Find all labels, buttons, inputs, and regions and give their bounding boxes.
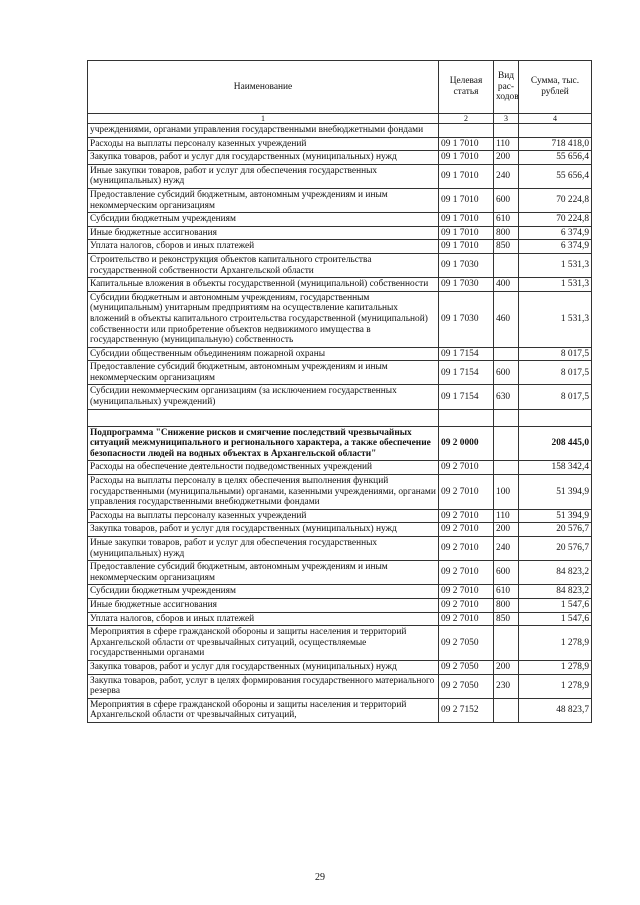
row-name-cell: Расходы на выплаты персоналу казенных учреждений bbox=[88, 137, 439, 151]
row-sum-cell: 158 342,4 bbox=[519, 461, 592, 475]
header-name: Наименование bbox=[88, 61, 439, 114]
row-expense-type-cell bbox=[494, 426, 519, 461]
row-sum-cell: 70 224,8 bbox=[519, 213, 592, 227]
header-target-article: Целевая статья bbox=[439, 61, 494, 114]
row-target-article-cell: 09 1 7030 bbox=[439, 278, 494, 292]
row-target-article-cell: 09 2 0000 bbox=[439, 426, 494, 461]
row-sum-cell: 51 394,9 bbox=[519, 475, 592, 510]
table-row bbox=[88, 426, 592, 461]
table-row bbox=[88, 561, 592, 585]
row-name-cell: Иные бюджетные ассигнования bbox=[88, 226, 439, 240]
row-target-article-cell: 09 1 7010 bbox=[439, 137, 494, 151]
table-body bbox=[88, 124, 592, 723]
row-name-cell: Расходы на выплаты персоналу в целях обеспечения выполнения функций государственными (муниципальными) органами, казенными учреждениями, органами управления государственными внебюджетными фондами bbox=[88, 475, 439, 510]
row-name-cell: Мероприятия в сфере гражданской обороны и защиты населения и территорий Архангельской области от чрезвычайных ситуаций, осуществляемые государственными органами bbox=[88, 626, 439, 661]
row-target-article-cell: 09 2 7010 bbox=[439, 509, 494, 523]
row-target-article-cell: 09 2 7010 bbox=[439, 612, 494, 626]
row-expense-type-cell bbox=[494, 253, 519, 277]
row-name-cell: Предоставление субсидий бюджетным, автономным учреждениям и иным некоммерческим организациям bbox=[88, 188, 439, 212]
row-name-cell: Иные закупки товаров, работ и услуг для обеспечения государственных (муниципальных) нужд bbox=[88, 164, 439, 188]
row-target-article-cell: 09 1 7154 bbox=[439, 385, 494, 409]
row-expense-type-cell bbox=[494, 409, 519, 426]
table-row bbox=[88, 361, 592, 385]
row-expense-type-cell: 850 bbox=[494, 612, 519, 626]
row-sum-cell: 1 531,3 bbox=[519, 291, 592, 347]
table-row bbox=[88, 226, 592, 240]
row-target-article-cell: 09 1 7010 bbox=[439, 226, 494, 240]
table-row bbox=[88, 626, 592, 661]
row-target-article-cell: 09 2 7050 bbox=[439, 660, 494, 674]
row-name-cell: Закупка товаров, работ и услуг для государственных (муниципальных) нужд bbox=[88, 660, 439, 674]
row-name-cell: Мероприятия в сфере гражданской обороны и защиты населения и территорий Архангельской области от чрезвычайных ситуаций, bbox=[88, 698, 439, 722]
column-number-3: 3 bbox=[494, 114, 519, 124]
table-row bbox=[88, 612, 592, 626]
header-expense-type: Вид рас-ходов bbox=[494, 61, 519, 114]
row-name-cell: Уплата налогов, сборов и иных платежей bbox=[88, 240, 439, 254]
table-spacer-row bbox=[88, 409, 592, 426]
row-name-cell: Субсидии бюджетным и автономным учреждениям, государственным (муниципальным) унитарным предприятиям на осуществление капитальных вложений в объекты капитального строительства государственной (муниципальной) собственности или приобретение объектов недвижимого имущества в государственную (муниципальную) собственность bbox=[88, 291, 439, 347]
column-number-2: 2 bbox=[439, 114, 494, 124]
row-expense-type-cell: 800 bbox=[494, 598, 519, 612]
row-expense-type-cell bbox=[494, 347, 519, 361]
row-name-cell bbox=[88, 409, 439, 426]
row-expense-type-cell: 110 bbox=[494, 509, 519, 523]
table-row bbox=[88, 253, 592, 277]
row-sum-cell: 6 374,9 bbox=[519, 240, 592, 254]
row-target-article-cell: 09 1 7030 bbox=[439, 291, 494, 347]
header-sum: Сумма, тыс. рублей bbox=[519, 61, 592, 114]
row-expense-type-cell bbox=[494, 124, 519, 138]
row-sum-cell: 48 823,7 bbox=[519, 698, 592, 722]
row-sum-cell: 718 418,0 bbox=[519, 137, 592, 151]
row-target-article-cell: 09 1 7154 bbox=[439, 361, 494, 385]
row-target-article-cell: 09 2 7050 bbox=[439, 626, 494, 661]
row-target-article-cell: 09 1 7010 bbox=[439, 164, 494, 188]
row-name-cell: Иные бюджетные ассигнования bbox=[88, 598, 439, 612]
row-sum-cell: 84 823,2 bbox=[519, 585, 592, 599]
row-sum-cell: 1 278,9 bbox=[519, 660, 592, 674]
table-row bbox=[88, 509, 592, 523]
table-header-row bbox=[88, 61, 592, 114]
row-expense-type-cell: 200 bbox=[494, 660, 519, 674]
row-sum-cell: 8 017,5 bbox=[519, 347, 592, 361]
row-sum-cell: 1 531,3 bbox=[519, 278, 592, 292]
row-name-cell: Субсидии бюджетным учреждениям bbox=[88, 213, 439, 227]
row-expense-type-cell: 230 bbox=[494, 674, 519, 698]
table-row bbox=[88, 660, 592, 674]
row-expense-type-cell: 200 bbox=[494, 151, 519, 165]
table-row bbox=[88, 585, 592, 599]
row-name-cell: Предоставление субсидий бюджетным, автономным учреждениям и иным некоммерческим организациям bbox=[88, 361, 439, 385]
row-target-article-cell: 09 1 7010 bbox=[439, 240, 494, 254]
table-row bbox=[88, 537, 592, 561]
row-sum-cell: 8 017,5 bbox=[519, 361, 592, 385]
row-sum-cell: 1 547,6 bbox=[519, 598, 592, 612]
row-expense-type-cell: 800 bbox=[494, 226, 519, 240]
row-name-cell: Закупка товаров, работ и услуг для государственных (муниципальных) нужд bbox=[88, 151, 439, 165]
row-expense-type-cell: 460 bbox=[494, 291, 519, 347]
row-expense-type-cell bbox=[494, 626, 519, 661]
table-row bbox=[88, 278, 592, 292]
row-expense-type-cell bbox=[494, 698, 519, 722]
row-sum-cell: 208 445,0 bbox=[519, 426, 592, 461]
row-name-cell: Субсидии бюджетным учреждениям bbox=[88, 585, 439, 599]
row-expense-type-cell: 600 bbox=[494, 561, 519, 585]
table-row bbox=[88, 291, 592, 347]
row-expense-type-cell: 610 bbox=[494, 213, 519, 227]
row-name-cell: Расходы на выплаты персоналу казенных учреждений bbox=[88, 509, 439, 523]
table-row bbox=[88, 240, 592, 254]
row-sum-cell bbox=[519, 409, 592, 426]
row-name-cell: Закупка товаров, работ, услуг в целях формирования государственного материального резерва bbox=[88, 674, 439, 698]
row-sum-cell bbox=[519, 124, 592, 138]
row-name-cell: Подпрограмма "Снижение рисков и смягчение последствий чрезвычайных ситуаций межмуниципального и регионального характера, а также обеспечение безопасности людей на водных объектах в Архангельской области" bbox=[88, 426, 439, 461]
row-sum-cell: 1 278,9 bbox=[519, 626, 592, 661]
row-target-article-cell: 09 2 7050 bbox=[439, 674, 494, 698]
table-row bbox=[88, 124, 592, 138]
row-name-cell: Предоставление субсидий бюджетным, автономным учреждениям и иным некоммерческим организациям bbox=[88, 561, 439, 585]
row-name-cell: Субсидии некоммерческим организациям (за исключением государственных (муниципальных) учреждений) bbox=[88, 385, 439, 409]
column-number-4: 4 bbox=[519, 114, 592, 124]
row-sum-cell: 55 656,4 bbox=[519, 164, 592, 188]
row-target-article-cell: 09 1 7030 bbox=[439, 253, 494, 277]
row-target-article-cell bbox=[439, 409, 494, 426]
row-expense-type-cell: 240 bbox=[494, 164, 519, 188]
row-sum-cell: 6 374,9 bbox=[519, 226, 592, 240]
row-name-cell: Капитальные вложения в объекты государственной (муниципальной) собственности bbox=[88, 278, 439, 292]
row-expense-type-cell: 600 bbox=[494, 188, 519, 212]
row-target-article-cell: 09 2 7010 bbox=[439, 585, 494, 599]
row-name-cell: Уплата налогов, сборов и иных платежей bbox=[88, 612, 439, 626]
column-number-1: 1 bbox=[88, 114, 439, 124]
table-row bbox=[88, 188, 592, 212]
budget-table bbox=[87, 60, 592, 723]
row-target-article-cell: 09 2 7010 bbox=[439, 523, 494, 537]
row-expense-type-cell: 100 bbox=[494, 475, 519, 510]
row-expense-type-cell: 240 bbox=[494, 537, 519, 561]
row-expense-type-cell: 630 bbox=[494, 385, 519, 409]
table-row bbox=[88, 213, 592, 227]
table-row bbox=[88, 523, 592, 537]
row-sum-cell: 1 278,9 bbox=[519, 674, 592, 698]
row-sum-cell: 1 531,3 bbox=[519, 253, 592, 277]
table-row bbox=[88, 137, 592, 151]
row-target-article-cell: 09 1 7010 bbox=[439, 213, 494, 227]
row-sum-cell: 70 224,8 bbox=[519, 188, 592, 212]
table-row bbox=[88, 598, 592, 612]
table-column-numbers bbox=[88, 114, 592, 124]
row-expense-type-cell: 850 bbox=[494, 240, 519, 254]
row-target-article-cell: 09 1 7154 bbox=[439, 347, 494, 361]
row-target-article-cell: 09 1 7010 bbox=[439, 151, 494, 165]
row-sum-cell: 20 576,7 bbox=[519, 537, 592, 561]
table-row bbox=[88, 475, 592, 510]
table-row bbox=[88, 674, 592, 698]
row-expense-type-cell: 610 bbox=[494, 585, 519, 599]
row-target-article-cell: 09 1 7010 bbox=[439, 188, 494, 212]
table-row bbox=[88, 347, 592, 361]
row-sum-cell: 84 823,2 bbox=[519, 561, 592, 585]
row-name-cell: Расходы на обеспечение деятельности подведомственных учреждений bbox=[88, 461, 439, 475]
row-expense-type-cell: 600 bbox=[494, 361, 519, 385]
row-target-article-cell: 09 2 7010 bbox=[439, 461, 494, 475]
row-sum-cell: 20 576,7 bbox=[519, 523, 592, 537]
row-target-article-cell: 09 2 7010 bbox=[439, 561, 494, 585]
row-sum-cell: 55 656,4 bbox=[519, 151, 592, 165]
row-name-cell: учреждениями, органами управления государственными внебюджетными фондами bbox=[88, 124, 439, 138]
table-row bbox=[88, 461, 592, 475]
row-name-cell: Субсидии общественным объединениям пожарной охраны bbox=[88, 347, 439, 361]
page-number: 29 bbox=[315, 872, 325, 883]
table-row bbox=[88, 385, 592, 409]
row-sum-cell: 51 394,9 bbox=[519, 509, 592, 523]
row-expense-type-cell: 110 bbox=[494, 137, 519, 151]
row-target-article-cell: 09 2 7010 bbox=[439, 537, 494, 561]
row-target-article-cell bbox=[439, 124, 494, 138]
row-name-cell: Иные закупки товаров, работ и услуг для обеспечения государственных (муниципальных) нужд bbox=[88, 537, 439, 561]
table-row bbox=[88, 164, 592, 188]
table-row bbox=[88, 151, 592, 165]
document-page bbox=[87, 60, 591, 723]
row-target-article-cell: 09 2 7010 bbox=[439, 598, 494, 612]
table-row bbox=[88, 698, 592, 722]
row-sum-cell: 8 017,5 bbox=[519, 385, 592, 409]
row-sum-cell: 1 547,6 bbox=[519, 612, 592, 626]
row-target-article-cell: 09 2 7010 bbox=[439, 475, 494, 510]
row-expense-type-cell bbox=[494, 461, 519, 475]
row-name-cell: Закупка товаров, работ и услуг для государственных (муниципальных) нужд bbox=[88, 523, 439, 537]
row-target-article-cell: 09 2 7152 bbox=[439, 698, 494, 722]
row-expense-type-cell: 400 bbox=[494, 278, 519, 292]
row-expense-type-cell: 200 bbox=[494, 523, 519, 537]
row-name-cell: Строительство и реконструкция объектов капитального строительства государственной собственности Архангельской области bbox=[88, 253, 439, 277]
